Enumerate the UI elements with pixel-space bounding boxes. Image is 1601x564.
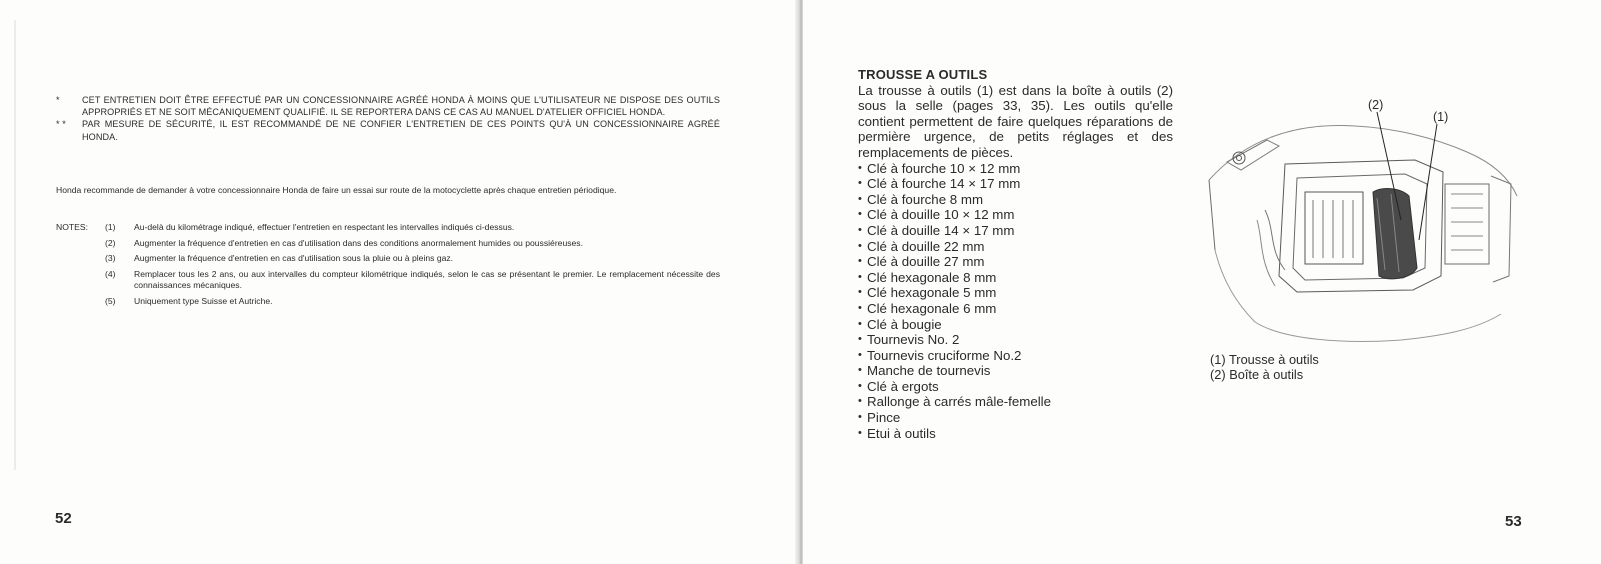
note-item: [56, 296, 720, 308]
tool-label: Tournevis No. 2: [867, 332, 960, 348]
tool-label: Rallonge à carrés mâle-femelle: [867, 394, 1052, 410]
bullet-icon: •: [858, 223, 862, 236]
note-text: Au-delà du kilométrage indiqué, effectuer l'entretien en respectant les intervalles indiqués ci-dessus.: [134, 222, 515, 232]
note-text: Remplacer tous les 2 ans, ou aux intervalles du compteur kilométrique indiqués, selon le cas se présentant le premier. Le remplacement nécessite des connaissances mécaniques.: [134, 268, 720, 291]
notes-label: NOTES:: [56, 222, 88, 232]
tool-label: Clé hexagonale 5 mm: [867, 285, 997, 301]
page-edge-shadow: [14, 20, 16, 470]
tool-label: Clé à bougie: [867, 316, 942, 332]
tool-label: Clé à fourche 10 × 12 mm: [867, 160, 1021, 176]
tool-item: [858, 410, 1173, 426]
tool-item: [858, 332, 1173, 348]
footnote-text: CET ENTRETIEN DOIT ÊTRE EFFECTUÉ PAR UN CONCESSIONNAIRE AGRÉÉ HONDA À MOINS QUE L'UTILISATEUR NE DISPOSE DES OUTILS APPROPRIÉS ET NE SOIT MÉCANIQUEMENT QUALIFIÉ. IL SE REPORTERA DANS CE CAS AU MANUEL D'ATELIER OFFICIEL HONDA.: [82, 95, 720, 118]
bullet-icon: •: [858, 395, 862, 408]
tool-label: Tournevis cruciforme No.2: [867, 347, 1022, 363]
tool-item: [858, 239, 1173, 255]
bullet-icon: •: [858, 161, 862, 174]
note-text: Augmenter la fréquence d'entretien en cas d'utilisation dans des conditions anormalement humides ou poussiéreuses.: [134, 237, 583, 248]
page-number-left: 52: [55, 510, 72, 527]
bullet-icon: •: [858, 270, 862, 283]
callout-2: (2): [1368, 98, 1384, 112]
note-number: (1): [105, 222, 116, 232]
tool-item: [858, 207, 1173, 223]
note-text: Uniquement type Suisse et Autriche.: [134, 295, 273, 306]
bullet-icon: •: [858, 255, 862, 268]
tool-item: [858, 301, 1173, 317]
bullet-icon: •: [858, 411, 862, 424]
footnote-text: PAR MESURE DE SÉCURITÉ, IL EST RECOMMANDÉ DE NE CONFIER L'ENTRETIEN DE CES POINTS QU'À UN CONCESSIONNAIRE AGRÉÉ HONDA.: [82, 119, 720, 142]
section-title: TROUSSE A OUTILS: [858, 67, 988, 82]
tool-item: [858, 394, 1173, 410]
tool-label: Clé à ergots: [867, 378, 939, 394]
tool-label: Etui à outils: [867, 425, 936, 441]
tool-list: [858, 161, 1173, 442]
toolbox-illustration: [1205, 100, 1525, 345]
bullet-icon: •: [858, 192, 862, 205]
tool-label: Clé à fourche 8 mm: [867, 191, 984, 207]
footnote-dealer: [56, 94, 720, 118]
tool-item: [858, 192, 1173, 208]
note-item: [56, 253, 720, 265]
tool-item: [858, 161, 1173, 177]
bullet-icon: •: [858, 286, 862, 299]
tool-label: Pince: [867, 410, 901, 426]
tool-item: [858, 426, 1173, 442]
tool-item: [858, 348, 1173, 364]
tool-item: [858, 270, 1173, 286]
caption-toolbox: (2) Boîte à outils: [1210, 367, 1304, 382]
tool-item: [858, 223, 1173, 239]
note-item: [56, 269, 720, 292]
note-text: Augmenter la fréquence d'entretien en cas d'utilisation sous la pluie ou à pleins gaz.: [134, 253, 454, 264]
road-test-paragraph: Honda recommande de demander à votre concessionnaire Honda de faire un essai sur route de la motocyclette après chaque entretien périodique.: [56, 185, 617, 195]
tool-label: Clé hexagonale 8 mm: [867, 269, 997, 285]
bullet-icon: •: [858, 301, 862, 314]
page-number-right: 53: [1505, 513, 1522, 530]
tool-label: Clé à fourche 14 × 17 mm: [867, 176, 1021, 192]
callout-1: (1): [1433, 110, 1449, 124]
tool-item: [858, 317, 1173, 333]
tool-label: Manche de tournevis: [867, 363, 991, 379]
bullet-icon: •: [858, 208, 862, 221]
footnote-safety: [56, 118, 720, 142]
left-page: [0, 0, 800, 564]
tool-label: Clé à douille 14 × 17 mm: [867, 222, 1015, 238]
bullet-icon: •: [858, 348, 862, 361]
bullet-icon: •: [858, 379, 862, 392]
note-number: (3): [105, 253, 116, 264]
bullet-icon: •: [858, 177, 862, 190]
maintenance-footnotes: [56, 94, 720, 143]
tool-item: [858, 176, 1173, 192]
tool-label: Clé à douille 10 × 12 mm: [867, 207, 1015, 223]
bullet-icon: •: [858, 364, 862, 377]
footnote-asterisk: *: [56, 95, 60, 105]
note-number: (2): [105, 237, 116, 248]
tool-item: [858, 285, 1173, 301]
tool-item: [858, 363, 1173, 379]
notes-block: [56, 222, 720, 312]
section-intro: La trousse à outils (1) est dans la boîte à outils (2) sous la selle (pages 33, 35). Les outils qu'elle contient permettent de faire quelques réparations de permière urgence, de petits réglages et des remplacements de pièces.: [858, 82, 1173, 160]
bullet-icon: •: [858, 317, 862, 330]
tool-item: [858, 254, 1173, 270]
note-number: (4): [105, 268, 116, 279]
tool-label: Clé à douille 22 mm: [867, 238, 985, 254]
tool-label: Clé à douille 27 mm: [867, 254, 985, 270]
caption-toolkit: (1) Trousse à outils: [1210, 352, 1319, 367]
bullet-icon: •: [858, 239, 862, 252]
note-item: [56, 238, 720, 250]
bullet-icon: •: [858, 426, 862, 439]
bullet-icon: •: [858, 333, 862, 346]
note-number: (5): [105, 295, 116, 306]
figure-captions: [1210, 352, 1319, 382]
tool-item: [858, 379, 1173, 395]
toolkit-section: [858, 67, 1173, 441]
note-item: [56, 222, 720, 234]
tool-label: Clé hexagonale 6 mm: [867, 300, 997, 316]
footnote-double-asterisk: * *: [56, 119, 66, 130]
